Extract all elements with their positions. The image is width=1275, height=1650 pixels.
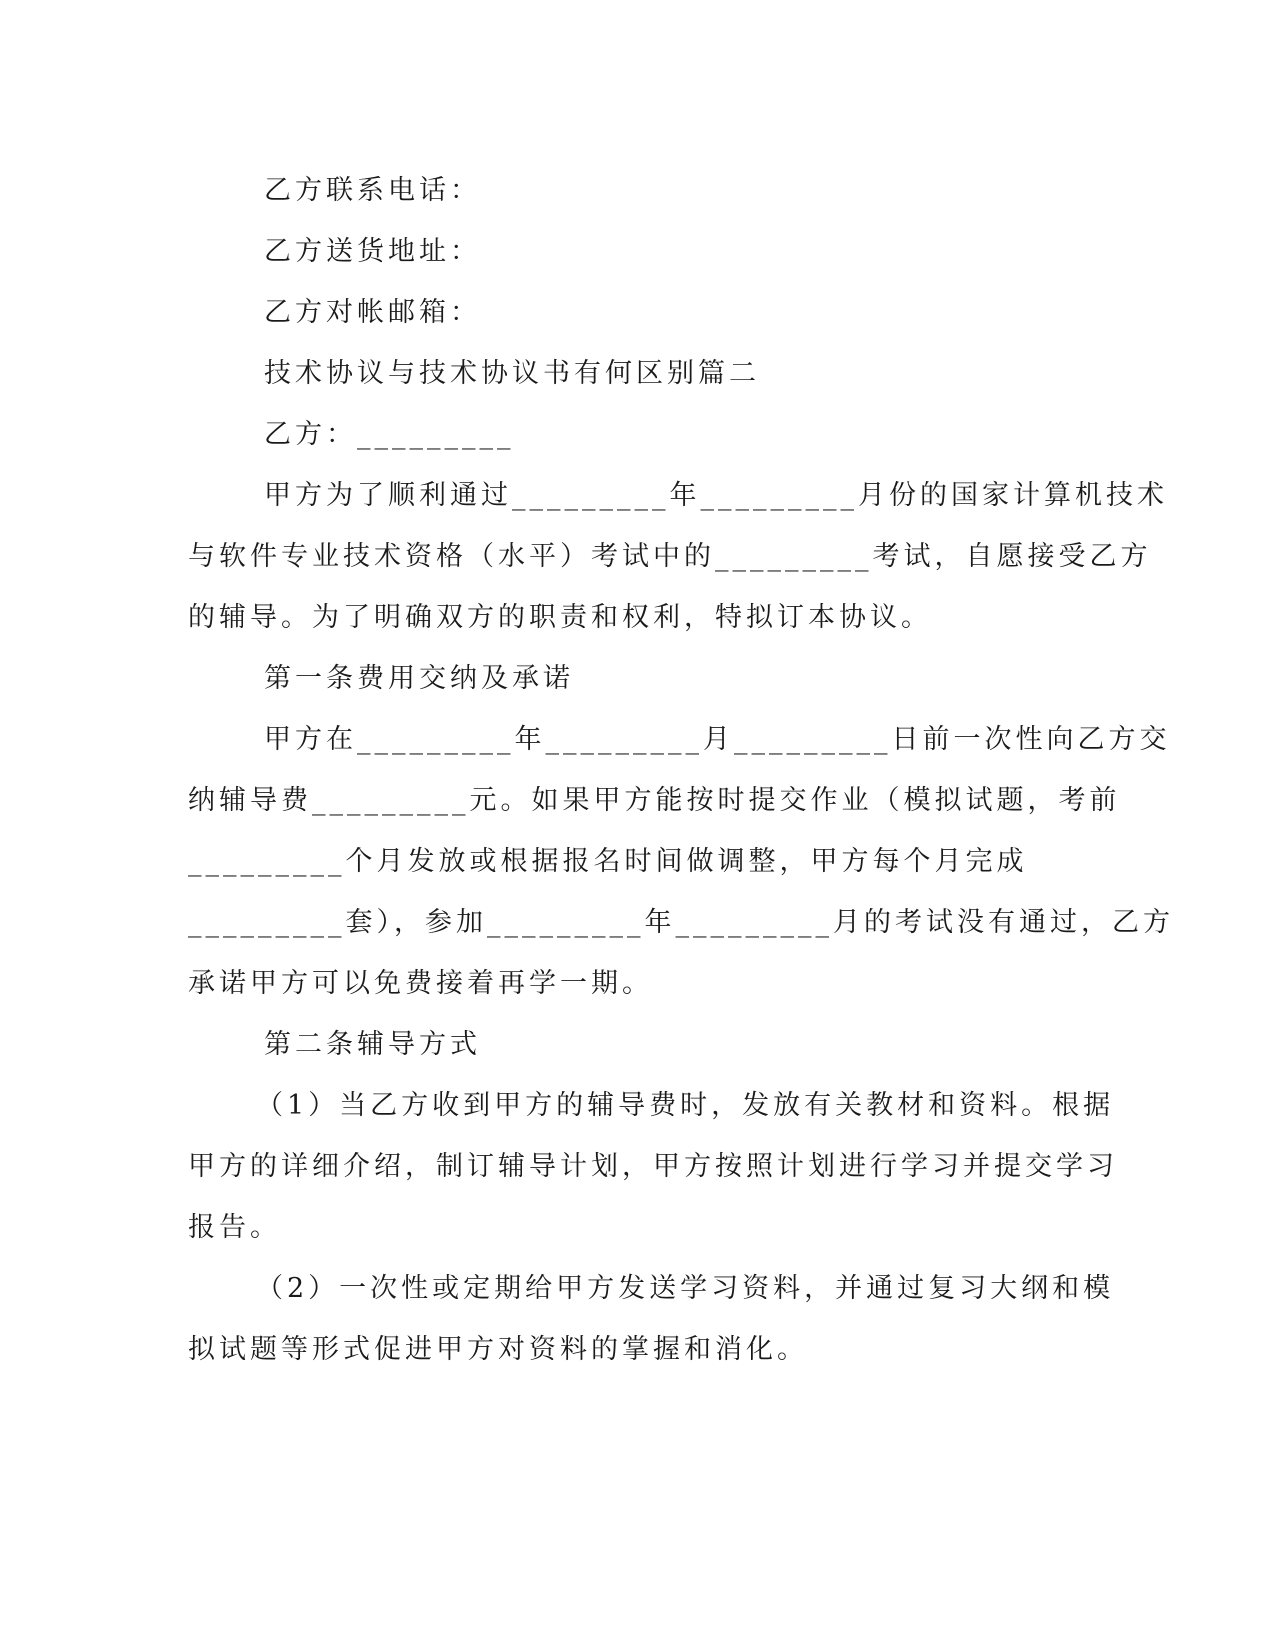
article-two-item-2-line: （2）一次性或定期给甲方发送学习资料，并通过复习大纲和模 bbox=[256, 1273, 1115, 1304]
party-b-address-label: 乙方送货地址： bbox=[264, 236, 481, 267]
intro-paragraph-line: 的辅导。为了明确双方的职责和权利，特拟订本协议。 bbox=[188, 602, 932, 633]
article-one-heading: 第一条费用交纳及承诺 bbox=[264, 663, 574, 694]
article-one-paragraph-line: _________个月发放或根据报名时间做调整，甲方每个月完成 bbox=[188, 846, 1028, 877]
article-one-paragraph-line: _________套），参加_________年_________月的考试没有通过，乙方 bbox=[188, 907, 1174, 938]
article-two-heading: 第二条辅导方式 bbox=[264, 1029, 481, 1060]
article-one-paragraph-line: 承诺甲方可以免费接着再学一期。 bbox=[188, 968, 653, 999]
intro-paragraph-line: 与软件专业技术资格（水平）考试中的_________考试，自愿接受乙方 bbox=[188, 541, 1152, 572]
article-one-paragraph-line: 甲方在_________年_________月_________日前一次性向乙方交 bbox=[264, 724, 1171, 755]
intro-paragraph-line: 甲方为了顺利通过_________年_________月份的国家计算机技术 bbox=[264, 480, 1168, 511]
section-title-part-two: 技术协议与技术协议书有何区别篇二 bbox=[264, 358, 760, 389]
document-body bbox=[188, 160, 1174, 1380]
article-two-item-2-line: 拟试题等形式促进甲方对资料的掌握和消化。 bbox=[188, 1334, 808, 1365]
party-b-email-label: 乙方对帐邮箱： bbox=[264, 297, 481, 328]
party-b-name-field: 乙方：_________ bbox=[264, 419, 515, 450]
article-one-paragraph-line: 纳辅导费_________元。如果甲方能按时提交作业（模拟试题，考前 bbox=[188, 785, 1121, 816]
article-two-item-1-line: （1）当乙方收到甲方的辅导费时，发放有关教材和资料。根据 bbox=[256, 1090, 1115, 1121]
article-two-item-1-line: 甲方的详细介绍，制订辅导计划，甲方按照计划进行学习并提交学习 bbox=[188, 1151, 1118, 1182]
party-b-phone-label: 乙方联系电话： bbox=[264, 175, 481, 206]
article-two-item-1-line: 报告。 bbox=[188, 1212, 281, 1243]
